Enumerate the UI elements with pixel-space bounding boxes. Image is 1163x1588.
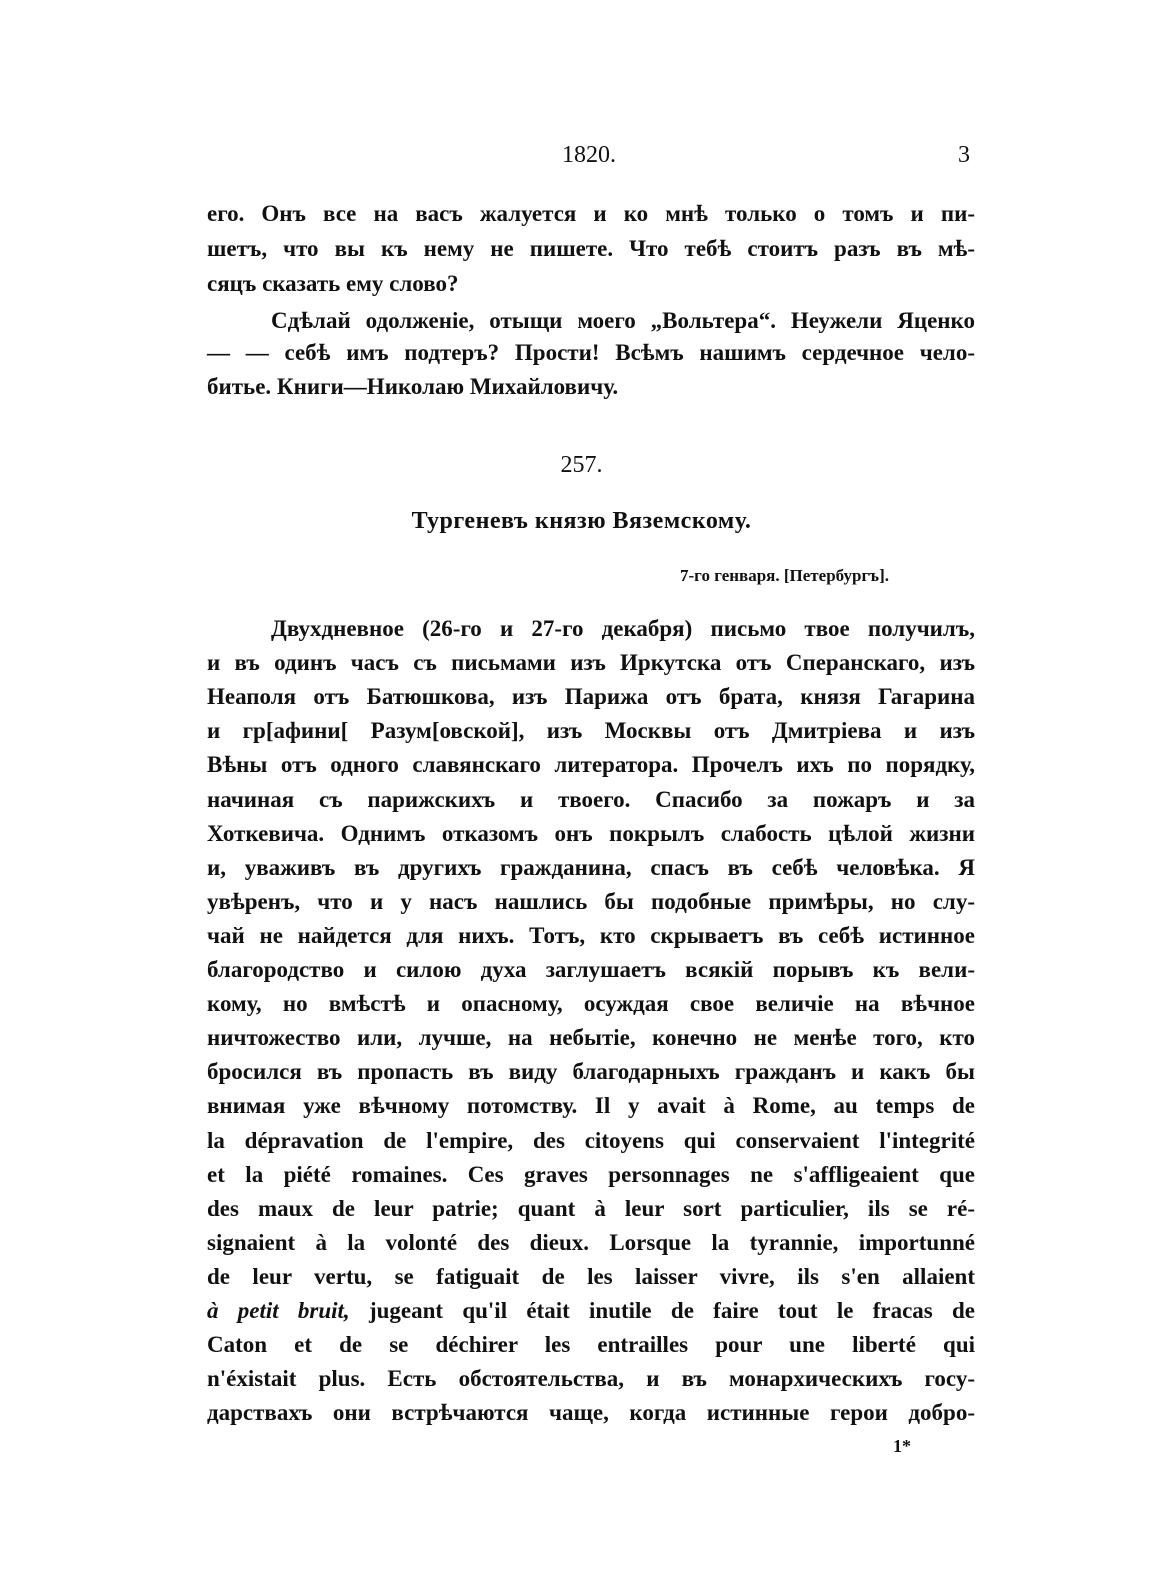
text-line: Неаполя отъ Батюшкова, изъ Парижа отъ брата, князя Гагарина (207, 684, 975, 710)
text-line: ничтожество или, лучше, на небытіе, конечно не менѣе того, кто (207, 1025, 975, 1051)
letter-number: 257. (560, 452, 603, 478)
text-line: сяцъ сказать ему слово? (207, 271, 459, 296)
text-line: n'éxistait plus. Есть обстоятельства, и въ монархическихъ госу- (207, 1366, 975, 1392)
text-line: и въ одинъ часъ съ письмами изъ Иркутска отъ Сперанскаго, изъ (207, 650, 975, 676)
text-line: бросился въ пропасть въ виду благодарныхъ гражданъ и какъ бы (207, 1059, 975, 1085)
italic-phrase: à petit bruit, (207, 1298, 350, 1323)
text-line: внимая уже вѣчному потомству. Il y avait à Rome, au temps de (207, 1093, 975, 1119)
letter-title: Тургеневъ князю Вяземскому. (411, 508, 752, 534)
signature-mark: 1* (893, 1436, 911, 1456)
text-line: Вѣны отъ одного славянскаго литератора. Прочелъ ихъ по порядку, (207, 752, 975, 778)
line-text: jugeant qu'il était inutile de faire tout le fracas de (368, 1298, 976, 1323)
text-line: чай не найдется для нихъ. Тотъ, кто скрываетъ въ себѣ истинное (207, 922, 975, 948)
text-line: и, уваживъ въ другихъ гражданина, спасъ въ себѣ человѣка. Я (207, 854, 975, 880)
text-line: Caton et de se déchirer les entrailles pour une liberté qui (207, 1332, 975, 1358)
text-line: Сдѣлай одолженіе, отыщи моего „Вольтера“. Неужели Яценко (271, 308, 975, 333)
text-line: — — себѣ имъ подтеръ? Прости! Всѣмъ нашимъ сердечное чело- (207, 340, 975, 365)
text-line: дарствахъ они встрѣчаются чаще, когда истинные герои добро- (207, 1400, 975, 1426)
text-line: начиная съ парижскихъ и твоего. Спасибо за пожаръ и за (207, 786, 975, 812)
text-line: и гр[афини[ Разум[овской], изъ Москвы отъ Дмитріева и изъ (207, 718, 975, 744)
text-line (207, 1296, 975, 1326)
text-line: шетъ, что вы къ нему не пишете. Что тебѣ стоитъ разъ въ мѣ- (207, 236, 975, 261)
text-line: кому, но вмѣстѣ и опасному, осуждая свое величіе на вѣчное (207, 991, 975, 1017)
text-line: увѣренъ, что и у насъ нашлись бы подобные примѣры, но слу- (207, 888, 975, 914)
text-line: Хоткевича. Однимъ отказомъ онъ покрылъ слабость цѣлой жизни (207, 820, 975, 846)
running-head-year: 1820. (562, 142, 616, 168)
text-line: его. Онъ все на васъ жалуется и ко мнѣ только о томъ и пи- (207, 201, 975, 226)
text-line: signaient à la volonté des dieux. Lorsque la tyrannie, importunné (207, 1229, 975, 1255)
text-line: битье. Книги—Николаю Михайловичу. (207, 374, 619, 399)
text-line: et la piété romaines. Ces graves personnages ne s'affligeaient que (207, 1161, 975, 1187)
text-line: de leur vertu, se fatiguait de les laisser vivre, ils s'en allaient (207, 1263, 975, 1289)
text-line: благородство и силою духа заглушаетъ всякій порывъ къ вели- (207, 957, 975, 982)
text-line: Двухдневное (26-го и 27-го декабря) письмо твое получилъ, (271, 616, 975, 641)
text-line: des maux de leur patrie; quant à leur sort particulier, ils se ré- (207, 1195, 975, 1221)
page-number: 3 (958, 142, 970, 168)
letter-date: 7-го генваря. [Петербургъ]. (680, 566, 890, 585)
text-line: la dépravation de l'empire, des citoyens qui conservaient l'integrité (207, 1127, 975, 1153)
